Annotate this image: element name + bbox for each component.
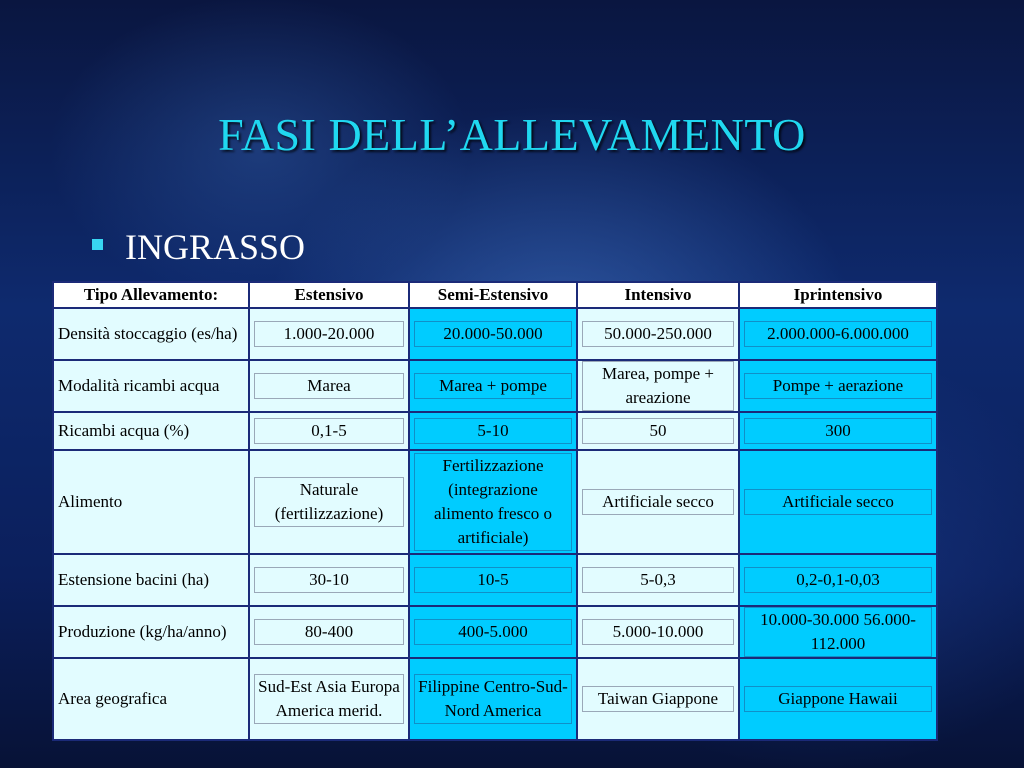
cell-value: 50	[582, 418, 734, 444]
cell-value: Marea, pompe + areazione	[582, 361, 734, 411]
table-cell	[577, 606, 739, 658]
cell-value: 0,2-0,1-0,03	[744, 567, 932, 593]
row-label: Densità stoccaggio (es/ha)	[53, 308, 249, 360]
table-row	[53, 554, 937, 606]
cell-value: Pompe + aerazione	[744, 373, 932, 399]
table-cell	[249, 658, 409, 740]
cell-value: Naturale (fertilizzazione)	[254, 477, 404, 527]
table-header-row	[53, 282, 937, 308]
cell-value: 5-0,3	[582, 567, 734, 593]
table-cell	[409, 450, 577, 554]
header-tipo-allevamento: Tipo Allevamento:	[53, 282, 249, 308]
row-label: Alimento	[53, 450, 249, 554]
cell-value: 300	[744, 418, 932, 444]
cell-value: 5-10	[414, 418, 572, 444]
table-cell	[409, 554, 577, 606]
bullet-item	[92, 226, 305, 268]
cell-value: 5.000-10.000	[582, 619, 734, 645]
cell-value: 50.000-250.000	[582, 321, 734, 347]
table-cell	[577, 412, 739, 450]
farming-phases-table	[52, 281, 938, 741]
cell-value: Marea	[254, 373, 404, 399]
table-cell	[249, 308, 409, 360]
header-estensivo: Estensivo	[249, 282, 409, 308]
table-cell	[739, 412, 937, 450]
table-cell	[577, 658, 739, 740]
cell-value: Filippine Centro-Sud-Nord America	[414, 674, 572, 724]
cell-value: Artificiale secco	[582, 489, 734, 515]
table-cell	[739, 554, 937, 606]
table-cell	[739, 450, 937, 554]
cell-value: 1.000-20.000	[254, 321, 404, 347]
cell-value: Fertilizzazione (integrazione alimento fresco o artificiale)	[414, 453, 572, 551]
header-semi-estensivo: Semi-Estensivo	[409, 282, 577, 308]
cell-value: 30-10	[254, 567, 404, 593]
cell-value: 10-5	[414, 567, 572, 593]
cell-value: 80-400	[254, 619, 404, 645]
cell-value: 2.000.000-6.000.000	[744, 321, 932, 347]
table-cell	[739, 360, 937, 412]
table-row	[53, 360, 937, 412]
table-cell	[739, 606, 937, 658]
table-cell	[739, 308, 937, 360]
table-cell	[577, 450, 739, 554]
header-intensivo: Intensivo	[577, 282, 739, 308]
table-cell	[409, 360, 577, 412]
table-cell	[577, 554, 739, 606]
table-row	[53, 450, 937, 554]
row-label: Modalità ricambi acqua	[53, 360, 249, 412]
table-row	[53, 412, 937, 450]
cell-value: 0,1-5	[254, 418, 404, 444]
table-cell	[249, 450, 409, 554]
table-cell	[577, 360, 739, 412]
cell-value: Sud-Est Asia Europa America merid.	[254, 674, 404, 724]
header-iprintensivo: Iprintensivo	[739, 282, 937, 308]
row-label: Area geografica	[53, 658, 249, 740]
table-cell	[249, 554, 409, 606]
table-cell	[409, 308, 577, 360]
table-cell	[249, 412, 409, 450]
cell-value: 20.000-50.000	[414, 321, 572, 347]
cell-value: 10.000-30.000 56.000-112.000	[744, 607, 932, 657]
square-bullet-icon	[92, 239, 103, 250]
bullet-text: INGRASSO	[125, 227, 306, 267]
table-cell	[409, 658, 577, 740]
slide-title: FASI DELL’ALLEVAMENTO	[218, 109, 806, 160]
table-row	[53, 658, 937, 740]
table-row	[53, 606, 937, 658]
table-row	[53, 308, 937, 360]
cell-value: Giappone Hawaii	[744, 686, 932, 712]
table-cell	[409, 606, 577, 658]
table-cell	[739, 658, 937, 740]
table-cell	[249, 606, 409, 658]
table-cell	[249, 360, 409, 412]
cell-value: Taiwan Giappone	[582, 686, 734, 712]
row-label: Estensione bacini (ha)	[53, 554, 249, 606]
cell-value: Marea + pompe	[414, 373, 572, 399]
cell-value: Artificiale secco	[744, 489, 932, 515]
table-cell	[409, 412, 577, 450]
cell-value: 400-5.000	[414, 619, 572, 645]
row-label: Produzione (kg/ha/anno)	[53, 606, 249, 658]
row-label: Ricambi acqua (%)	[53, 412, 249, 450]
table-cell	[577, 308, 739, 360]
